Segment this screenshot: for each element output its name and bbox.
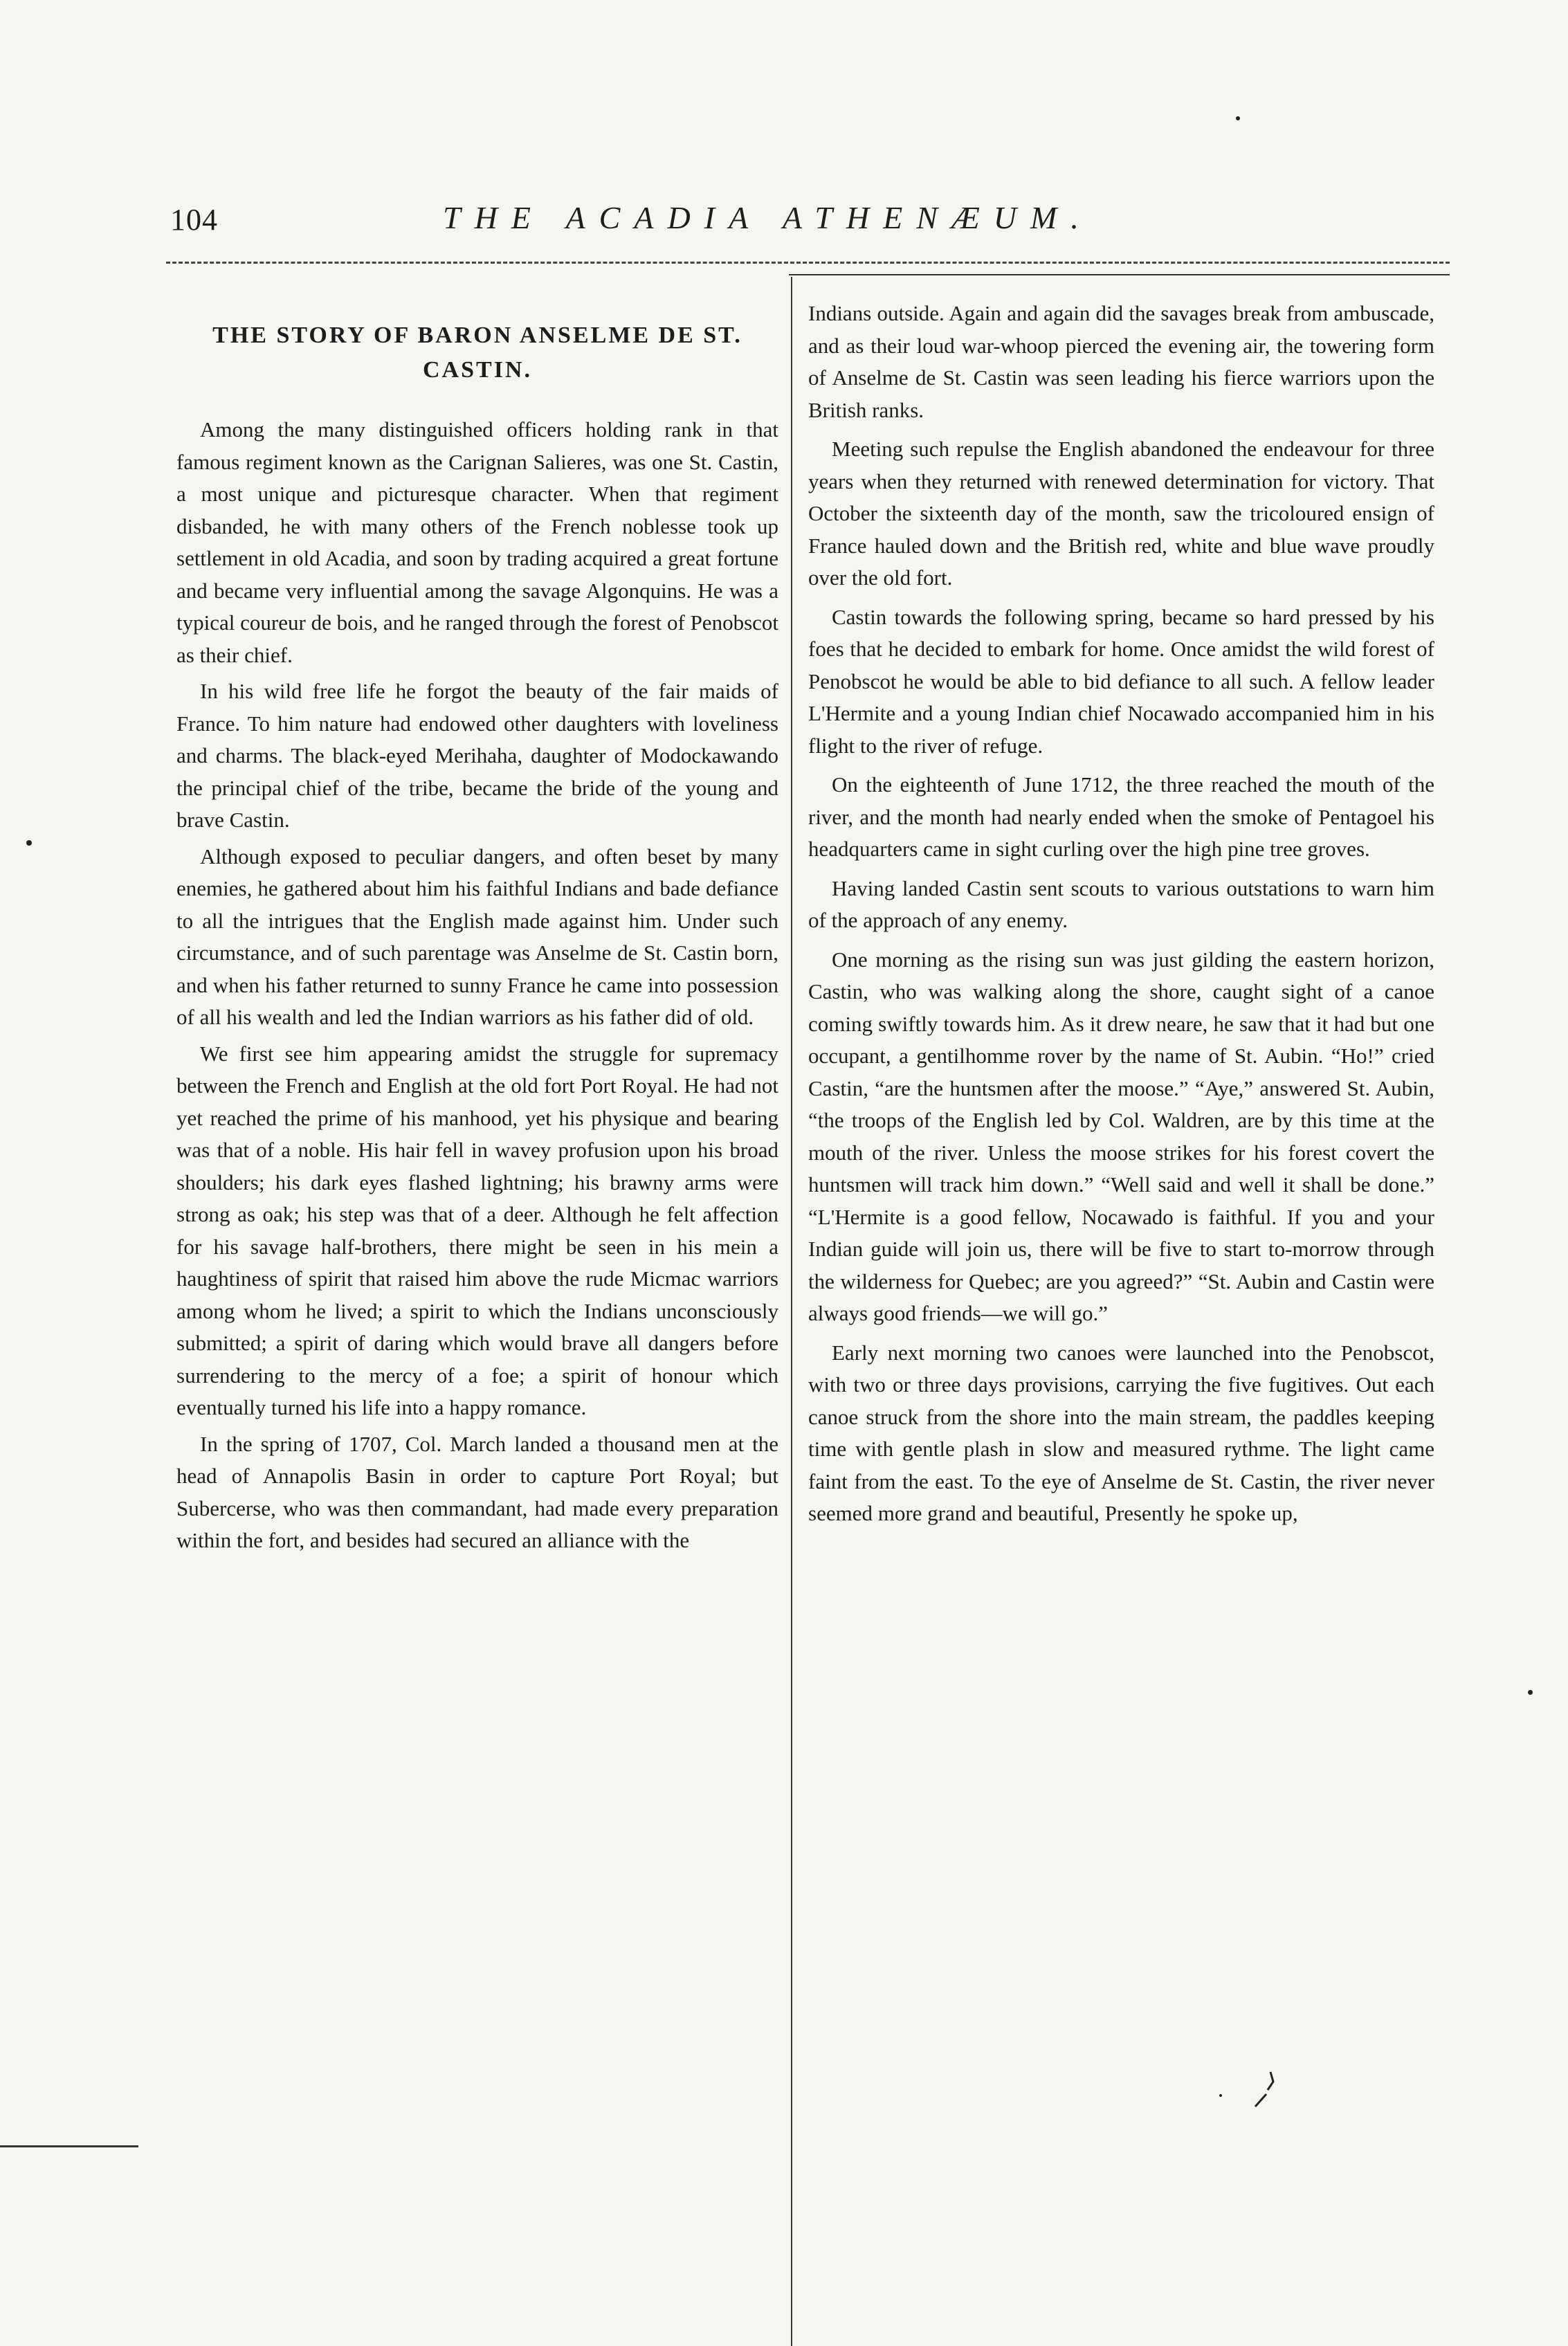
paragraph: Among the many distinguished officers holding rank in that famous regiment known as the Carignan Salieres, was one St. Castin, a most unique and picturesque character. When that regiment disbanded, he with many others of the French noblesse took up settlement in old Acadia, and soon by trading acquired a great fortune and became very influential among the savage Algonquins. He was a typical coureur de bois, and he ranged through the forest of Penobscot as their chief.: [176, 417, 778, 667]
paragraph: Indians outside. Again and again did the savages break from ambuscade, and as their loud war-whoop pierced the evening air, the towering form of Anselme de St. Castin was seen leading his fierce warriors upon the British ranks.: [808, 301, 1434, 422]
paragraph: Early next morning two canoes were launched into the Penobscot, with two or three days provisions, carrying the five fugitives. Out each canoe struck from the shore into the main stream, the paddles keeping time with gentle plash in slow and measured rythme. The light came faint from the east. To the eye of Anselme de St. Castin, the river never seemed more grand and beautiful, Presently he spoke up,: [808, 1340, 1434, 1525]
scan-speck: [1528, 1690, 1533, 1695]
header-rule-secondary: [789, 274, 1450, 275]
page-number: 104: [170, 203, 218, 237]
footer-rule: [0, 2145, 138, 2147]
article-title: THE STORY OF BARON ANSELME DE ST. CASTIN.: [212, 322, 742, 383]
paragraph: Although exposed to peculiar dangers, and often beset by many enemies, he gathered about him his faithful Indians and bade defiance to all the intrigues that the English made against him. Under such circumstance, and of such parentage was Anselme de St. Castin born, and when his father returned to sunny France he came into possession of all his wealth and led the Indian warriors as his father did of old.: [176, 844, 778, 1029]
paragraph: In the spring of 1707, Col. March landed a thousand men at the head of Annapolis Basin in order to capture Port Royal; but Subercerse, who was then commandant, had made every preparation within the fort, and besides had secured an alliance with the: [176, 1431, 778, 1552]
scan-speck: [1236, 116, 1240, 120]
pencil-mark: [1250, 2069, 1277, 2111]
scan-speck: [1219, 2094, 1222, 2097]
running-head: THE ACADIA ATHENÆUM.: [443, 200, 1093, 235]
scan-speck: [26, 840, 32, 846]
right-column: [808, 298, 1434, 1534]
paragraph: Having landed Castin sent scouts to various outstations to warn him of the approach of any enemy.: [808, 875, 1434, 932]
paragraph: We first see him appearing amidst the struggle for supremacy between the French and English at the old fort Port Royal. He had not yet reached the prime of his manhood, yet his physique and bearing was that of a noble. His hair fell in wavey profusion upon his broad shoulders; his dark eyes flashed lightning; his brawny arms were strong as oak; his step was that of a deer. Although he felt affection for his savage half-brothers, there might be seen in his mein a haughtiness of spirit that raised him above the rude Micmac warriors among whom he lived; a spirit to which the Indians unconsciously submitted; a spirit of daring which would brave all dangers before surrendering to the mercy of a foe; a spirit of honour which eventually turned his life into a happy romance.: [176, 1041, 778, 1419]
left-column: [176, 298, 778, 1561]
paragraph: On the eighteenth of June 1712, the three reached the mouth of the river, and the month had nearly ended when the smoke of Pentagoel his headquarters came in sight curling over the high pine tree groves.: [808, 772, 1434, 861]
paragraph: In his wild free life he forgot the beauty of the fair maids of France. To him nature had endowed other daughters with loveliness and charms. The black-eyed Merihaha, daughter of Modockawando the principal chief of the tribe, became the bride of the young and brave Castin.: [176, 679, 778, 832]
header-rule: [166, 262, 1450, 264]
paragraph: One morning as the rising sun was just gilding the eastern horizon, Castin, who was walking along the shore, caught sight of a canoe coming swiftly towards him. As it drew neare, he saw that it had but one occupant, a gentilhomme rover by the name of St. Aubin. “Ho!” cried Castin, “are the huntsmen after the moose.” “Aye,” answered St. Aubin, “the troops of the English led by Col. Waldren, are by this time at the mouth of the river. Unless the moose strikes for his forest covert the huntsmen will track him down.” “Well said and well it shall be done.” “L'Hermite is a good fellow, Nocawado is faithful. If you and your Indian guide will join us, there will be five to start to-morrow through the wilderness for Quebec; are you agreed?” “St. Aubin and Castin were always good friends—we will go.”: [808, 947, 1434, 1325]
paragraph: Meeting such repulse the English abandoned the endeavour for three years when they returned with renewed determination for victory. That October the sixteenth day of the month, saw the tricoloured ensign of France hauled down and the British red, white and blue wave proudly over the old fort.: [808, 437, 1434, 590]
paragraph: Castin towards the following spring, became so hard pressed by his foes that he decided to embark for home. Once amidst the wild forest of Penobscot he would be able to bid defiance to all such. A fellow leader L'Hermite and a young Indian chief Nocawado accompanied him in his flight to the river of refuge.: [808, 604, 1434, 758]
column-divider: [791, 277, 792, 2346]
